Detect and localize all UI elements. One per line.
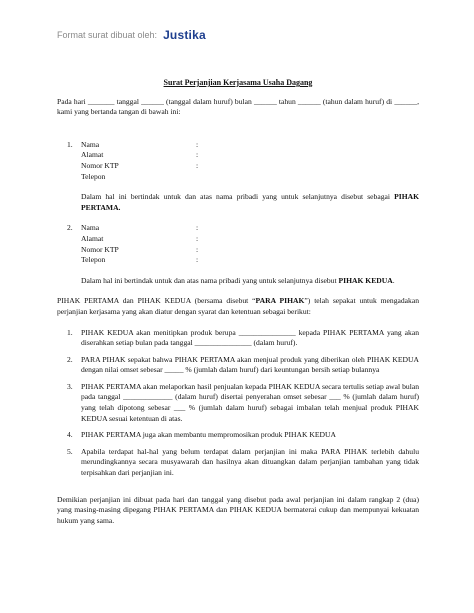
made-by-label: Format surat dibuat oleh:: [57, 30, 158, 40]
field-colon: :: [196, 244, 199, 254]
party-number: 2.: [67, 223, 73, 233]
clause-item: [57, 382, 419, 424]
agreement-paragraph: [57, 296, 419, 317]
clause-text: Apabila terdapat hal-hal yang belum terdapat dalam perjanjian ini maka PARA PIHAK terlebih dahulu merundingkannya secara musyawarah dan hasilnya akan dituangkan dalam perjanjian tambahan yang tidak terpisahkan dari perjanjian ini.: [81, 446, 419, 478]
page-header: [57, 27, 206, 43]
statement-text: Dalam hal ini bertindak untuk dan atas nama pribadi yang untuk selanjutnya disebut: [81, 275, 339, 285]
field-row: [81, 161, 419, 172]
field-label-telepon: Telepon: [81, 255, 106, 265]
clause-text: PIHAK PERTAMA akan melaporkan hasil penjualan kepada PIHAK KEDUA secara tertulis setiap awal bulan pada tanggal _____________ (dalam huruf) disertai penyerahan omset sebesar ___ % (jumlah dalam huruf) yang telah dipotong sebesar ___ % (jumlah dalam huruf) sebagai imbalan telah menjual produk PIHAK KEDUA sesuai ketentuan di atas.: [81, 381, 419, 423]
clause-item: [57, 447, 419, 479]
clause-list: [57, 328, 419, 479]
field-row: [81, 245, 419, 256]
field-colon: :: [196, 150, 199, 160]
clause-number: 5.: [67, 446, 73, 456]
para-pihak-term: PARA PIHAK: [255, 296, 305, 306]
clause-number: 1.: [67, 327, 73, 337]
statement-suffix: .: [392, 275, 395, 285]
agreement-prefix: PIHAK PERTAMA dan PIHAK KEDUA (bersama disebut “: [57, 296, 256, 306]
party-designation: PIHAK KEDUA: [338, 275, 393, 285]
field-row: [81, 150, 419, 161]
party-2: [57, 223, 419, 265]
field-label-telepon: Telepon: [81, 171, 106, 181]
party-2-statement: [57, 276, 419, 287]
field-row: [81, 172, 419, 183]
field-colon: :: [196, 233, 199, 243]
field-row: [81, 234, 419, 245]
field-row: [81, 255, 419, 266]
document-body: [57, 78, 419, 526]
clause-text: PARA PIHAK sepakat bahwa PIHAK PERTAMA akan menjual produk yang diberikan oleh PIHAK KEDUA dengan nilai omset sebesar _____ % (jumlah dalam huruf) dari keuntungan bersih setiap bulannya: [81, 354, 419, 375]
clause-text: PIHAK KEDUA akan menitipkan produk berupa _______________ kepada PIHAK PERTAMA yang akan diserahkan setiap bulan pada tanggal _______________ (dalam huruf).: [81, 327, 419, 348]
opening-paragraph: Pada hari _______ tanggal ______ (tanggal dalam huruf) bulan ______ tahun ______ (tahun dalam huruf) di ______, kami yang bertanda tangan di bawah ini:: [57, 96, 419, 117]
document-title: Surat Perjanjian Kerjasama Usaha Dagang: [163, 78, 313, 87]
clause-number: 4.: [67, 430, 73, 440]
brand-logo: Justika: [163, 28, 206, 42]
field-row: [81, 140, 419, 151]
field-row: [81, 223, 419, 234]
party-1: [57, 140, 419, 182]
clause-item: [57, 355, 419, 376]
closing-paragraph: Demikian perjanjian ini dibuat pada hari dan tanggal yang disebut pada awal perjanjian ini dalam rangkap 2 (dua) yang masing-masing dipegang PIHAK PERTAMA dan PIHAK KEDUA bermaterai cukup dan mempunyai kekuatan hukum yang sama.: [57, 494, 419, 525]
party-fields: [81, 223, 419, 265]
field-colon: :: [196, 139, 199, 149]
field-colon: :: [196, 255, 199, 265]
field-label-ktp: Nomor KTP: [81, 244, 119, 254]
field-label-alamat: Alamat: [81, 150, 104, 160]
field-label-alamat: Alamat: [81, 233, 104, 243]
clause-number: 2.: [67, 354, 73, 364]
field-label-nama: Nama: [81, 223, 100, 233]
party-designation: PIHAK PERTAMA.: [81, 192, 419, 212]
field-label-ktp: Nomor KTP: [81, 160, 119, 170]
field-label-nama: Nama: [81, 139, 100, 149]
agreement-suffix: ”) telah sepakat untuk mengadakan perjanjian kerjasama yang akan diatur dengan syarat dan ketentuan sebagai berikut:: [57, 296, 419, 316]
party-number: 1.: [67, 139, 73, 149]
clause-item: [57, 430, 419, 441]
field-colon: [196, 172, 206, 183]
clause-number: 3.: [67, 381, 73, 391]
field-colon: :: [196, 160, 199, 170]
clause-item: [57, 328, 419, 349]
statement-text: Dalam hal ini bertindak untuk dan atas nama pribadi yang untuk selanjutnya disebut sebagai: [81, 192, 395, 202]
clause-text: PIHAK PERTAMA juga akan membantu mempromosikan produk PIHAK KEDUA: [81, 430, 336, 440]
field-colon: :: [196, 223, 199, 233]
party-1-statement: [57, 192, 419, 213]
party-fields: [81, 140, 419, 182]
